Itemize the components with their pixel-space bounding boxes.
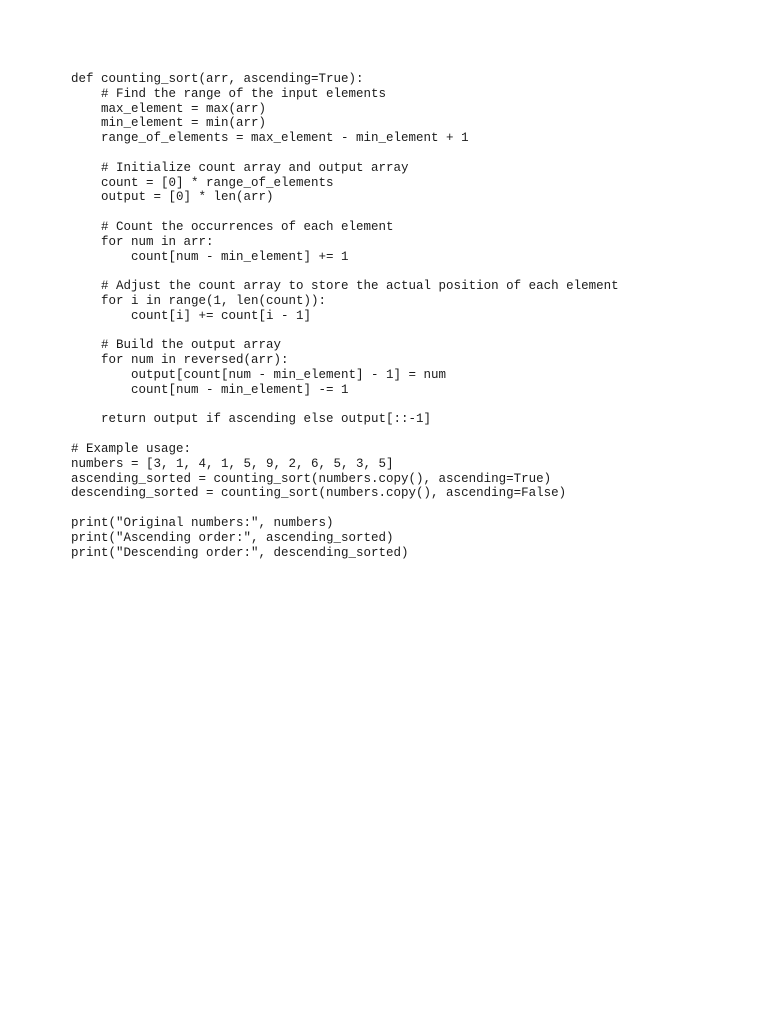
code-block [71, 72, 619, 560]
code-line: # Find the range of the input elements [71, 86, 387, 101]
code-line: # Build the output array [71, 338, 282, 353]
code-line [71, 264, 619, 279]
code-line: count[i] += count[i - 1] [71, 308, 312, 323]
code-line: # Count the occurrences of each element [71, 219, 394, 234]
code-line: # Initialize count array and output array [71, 160, 409, 175]
code-line [71, 146, 619, 161]
code-line: # Adjust the count array to store the actual position of each element [71, 279, 619, 294]
code-line: output = [0] * len(arr) [71, 190, 274, 205]
code-line: count[num - min_element] += 1 [71, 249, 349, 264]
code-line: # Example usage: [71, 441, 192, 456]
code-line [71, 205, 619, 220]
code-line: print("Descending order:", descending_sorted) [71, 545, 409, 560]
code-line: def counting_sort(arr, ascending=True): [71, 72, 364, 86]
code-line [71, 427, 619, 442]
code-line: descending_sorted = counting_sort(numbers.copy(), ascending=False) [71, 486, 567, 501]
code-line: ascending_sorted = counting_sort(numbers.copy(), ascending=True) [71, 471, 552, 486]
code-line: range_of_elements = max_element - min_element + 1 [71, 131, 469, 146]
code-line: max_element = max(arr) [71, 101, 267, 116]
code-line: output[count[num - min_element] - 1] = num [71, 367, 447, 382]
code-line [71, 501, 619, 516]
code-line: print("Original numbers:", numbers) [71, 515, 334, 530]
code-line: for i in range(1, len(count)): [71, 293, 327, 308]
code-line [71, 398, 619, 413]
code-line: count = [0] * range_of_elements [71, 175, 334, 190]
code-line: print("Ascending order:", ascending_sorted) [71, 530, 394, 545]
code-line: min_element = min(arr) [71, 116, 267, 131]
code-line [71, 324, 619, 339]
code-line: for num in reversed(arr): [71, 353, 289, 368]
code-line: return output if ascending else output[::-1] [71, 412, 432, 427]
code-line: for num in arr: [71, 234, 214, 249]
code-line: count[num - min_element] -= 1 [71, 382, 349, 397]
code-line: numbers = [3, 1, 4, 1, 5, 9, 2, 6, 5, 3, 5] [71, 456, 394, 471]
